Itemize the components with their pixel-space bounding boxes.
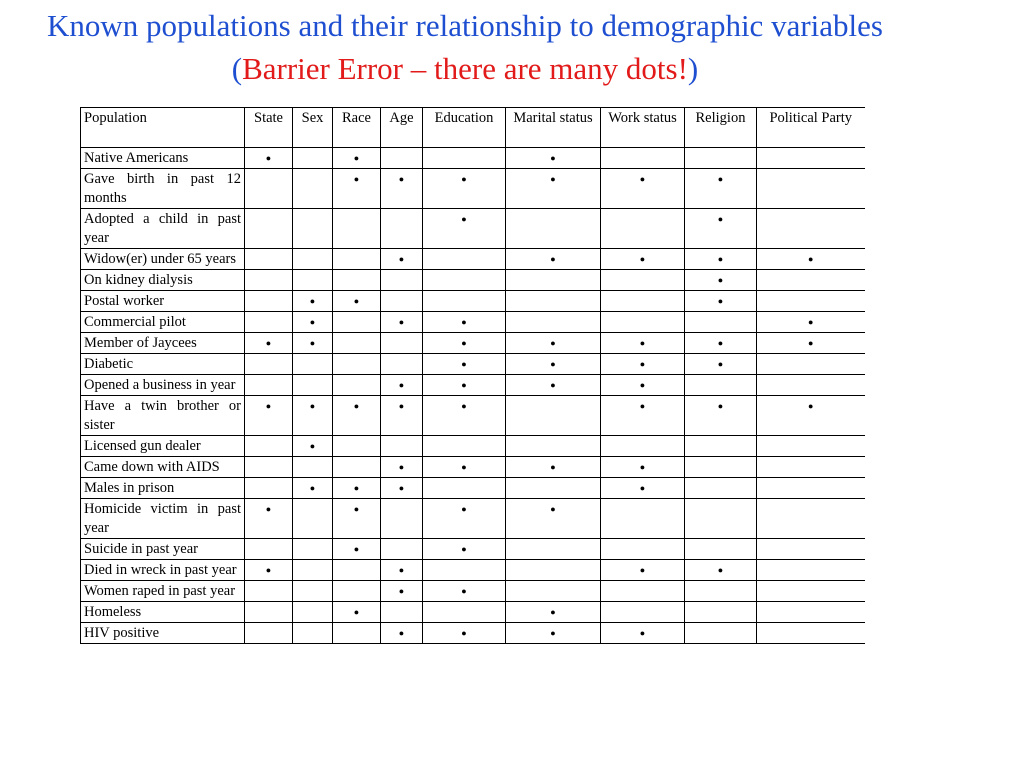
empty-cell: [757, 209, 865, 249]
column-header-work-status: Work status: [601, 108, 685, 148]
table-row: [81, 169, 865, 209]
column-header-marital-status: Marital status: [506, 108, 601, 148]
empty-cell: [245, 312, 293, 333]
dot-mark-icon: ●: [423, 581, 506, 602]
empty-cell: [601, 291, 685, 312]
dot-mark-icon: ●: [423, 457, 506, 478]
empty-cell: [245, 436, 293, 457]
dot-mark-icon: ●: [333, 478, 381, 499]
table-row: [81, 249, 865, 270]
dot-mark-icon: ●: [381, 396, 423, 436]
population-cell: HIV positive: [81, 623, 245, 644]
empty-cell: [293, 375, 333, 396]
dot-mark-icon: ●: [601, 375, 685, 396]
dot-mark-icon: ●: [757, 396, 865, 436]
empty-cell: [245, 602, 293, 623]
table-row: [81, 457, 865, 478]
title-note: Barrier Error – there are many dots!: [242, 51, 688, 86]
empty-cell: [506, 581, 601, 602]
empty-cell: [381, 291, 423, 312]
empty-cell: [685, 375, 757, 396]
column-header-sex: Sex: [293, 108, 333, 148]
dot-mark-icon: ●: [601, 396, 685, 436]
empty-cell: [381, 436, 423, 457]
dot-mark-icon: ●: [757, 312, 865, 333]
dot-mark-icon: ●: [381, 169, 423, 209]
dot-mark-icon: ●: [381, 560, 423, 581]
column-header-political-party: Political Party: [757, 108, 865, 148]
empty-cell: [245, 270, 293, 291]
empty-cell: [293, 623, 333, 644]
table-row: [81, 148, 865, 169]
empty-cell: [293, 169, 333, 209]
column-header-state: State: [245, 108, 293, 148]
population-cell: Gave birth in past 12 months: [81, 169, 245, 209]
empty-cell: [757, 270, 865, 291]
dot-mark-icon: ●: [685, 560, 757, 581]
dot-mark-icon: ●: [685, 333, 757, 354]
population-cell: Males in prison: [81, 478, 245, 499]
dot-mark-icon: ●: [381, 312, 423, 333]
dot-mark-icon: ●: [506, 249, 601, 270]
empty-cell: [423, 148, 506, 169]
population-cell: Suicide in past year: [81, 539, 245, 560]
population-cell: Homeless: [81, 602, 245, 623]
empty-cell: [245, 354, 293, 375]
empty-cell: [685, 623, 757, 644]
empty-cell: [423, 270, 506, 291]
dot-mark-icon: ●: [293, 396, 333, 436]
dot-mark-icon: ●: [423, 169, 506, 209]
empty-cell: [685, 148, 757, 169]
dot-mark-icon: ●: [601, 333, 685, 354]
empty-cell: [381, 148, 423, 169]
dot-mark-icon: ●: [245, 148, 293, 169]
empty-cell: [423, 436, 506, 457]
population-cell: Native Americans: [81, 148, 245, 169]
table-header-row: [81, 108, 865, 148]
dot-mark-icon: ●: [685, 209, 757, 249]
dot-mark-icon: ●: [245, 560, 293, 581]
dot-mark-icon: ●: [381, 249, 423, 270]
empty-cell: [423, 602, 506, 623]
table-row: [81, 354, 865, 375]
dot-mark-icon: ●: [293, 478, 333, 499]
dot-mark-icon: ●: [685, 249, 757, 270]
empty-cell: [293, 499, 333, 539]
table-row: [81, 375, 865, 396]
dot-mark-icon: ●: [601, 169, 685, 209]
empty-cell: [293, 539, 333, 560]
empty-cell: [506, 396, 601, 436]
empty-cell: [245, 249, 293, 270]
dot-mark-icon: ●: [685, 396, 757, 436]
table-row: [81, 478, 865, 499]
table-row: [81, 623, 865, 644]
population-cell: Commercial pilot: [81, 312, 245, 333]
dot-mark-icon: ●: [333, 499, 381, 539]
population-cell: Diabetic: [81, 354, 245, 375]
dot-mark-icon: ●: [506, 169, 601, 209]
dot-mark-icon: ●: [245, 333, 293, 354]
empty-cell: [601, 602, 685, 623]
dot-mark-icon: ●: [381, 581, 423, 602]
empty-cell: [601, 499, 685, 539]
dot-mark-icon: ●: [601, 478, 685, 499]
dot-mark-icon: ●: [333, 148, 381, 169]
empty-cell: [506, 560, 601, 581]
empty-cell: [506, 270, 601, 291]
empty-cell: [333, 209, 381, 249]
dot-mark-icon: ●: [381, 623, 423, 644]
empty-cell: [757, 499, 865, 539]
empty-cell: [757, 375, 865, 396]
empty-cell: [333, 436, 381, 457]
dot-mark-icon: ●: [601, 560, 685, 581]
empty-cell: [757, 457, 865, 478]
dot-mark-icon: ●: [757, 333, 865, 354]
empty-cell: [506, 291, 601, 312]
column-header-education: Education: [423, 108, 506, 148]
empty-cell: [381, 602, 423, 623]
dot-mark-icon: ●: [423, 209, 506, 249]
dot-mark-icon: ●: [293, 291, 333, 312]
table-row: [81, 291, 865, 312]
empty-cell: [293, 560, 333, 581]
empty-cell: [245, 623, 293, 644]
dot-mark-icon: ●: [423, 333, 506, 354]
empty-cell: [381, 270, 423, 291]
empty-cell: [333, 312, 381, 333]
table-row: [81, 581, 865, 602]
population-cell: Postal worker: [81, 291, 245, 312]
empty-cell: [757, 623, 865, 644]
dot-mark-icon: ●: [423, 354, 506, 375]
empty-cell: [757, 478, 865, 499]
dot-mark-icon: ●: [685, 169, 757, 209]
population-cell: Women raped in past year: [81, 581, 245, 602]
empty-cell: [245, 169, 293, 209]
population-cell: Adopted a child in past year: [81, 209, 245, 249]
dot-mark-icon: ●: [423, 499, 506, 539]
empty-cell: [601, 581, 685, 602]
table-row: [81, 333, 865, 354]
empty-cell: [293, 602, 333, 623]
dot-mark-icon: ●: [506, 148, 601, 169]
empty-cell: [333, 333, 381, 354]
empty-cell: [333, 354, 381, 375]
dot-mark-icon: ●: [333, 602, 381, 623]
population-cell: Died in wreck in past year: [81, 560, 245, 581]
dot-mark-icon: ●: [423, 312, 506, 333]
empty-cell: [601, 209, 685, 249]
dot-mark-icon: ●: [601, 623, 685, 644]
dot-mark-icon: ●: [333, 396, 381, 436]
empty-cell: [245, 375, 293, 396]
table-row: [81, 436, 865, 457]
population-cell: Widow(er) under 65 years: [81, 249, 245, 270]
empty-cell: [685, 499, 757, 539]
empty-cell: [381, 499, 423, 539]
empty-cell: [333, 270, 381, 291]
empty-cell: [757, 560, 865, 581]
empty-cell: [293, 354, 333, 375]
empty-cell: [506, 478, 601, 499]
column-header-age: Age: [381, 108, 423, 148]
empty-cell: [685, 436, 757, 457]
dot-mark-icon: ●: [685, 291, 757, 312]
column-header-population: Population: [81, 108, 245, 148]
population-cell: Have a twin brother or sister: [81, 396, 245, 436]
dot-mark-icon: ●: [381, 375, 423, 396]
empty-cell: [423, 478, 506, 499]
empty-cell: [245, 581, 293, 602]
empty-cell: [293, 457, 333, 478]
empty-cell: [685, 539, 757, 560]
empty-cell: [333, 623, 381, 644]
dot-mark-icon: ●: [293, 436, 333, 457]
dot-mark-icon: ●: [293, 333, 333, 354]
empty-cell: [333, 249, 381, 270]
population-cell: On kidney dialysis: [81, 270, 245, 291]
empty-cell: [293, 209, 333, 249]
table-body: [81, 148, 865, 644]
dot-mark-icon: ●: [506, 333, 601, 354]
empty-cell: [685, 602, 757, 623]
table-row: [81, 539, 865, 560]
empty-cell: [381, 354, 423, 375]
empty-cell: [685, 478, 757, 499]
empty-cell: [293, 270, 333, 291]
empty-cell: [685, 312, 757, 333]
empty-cell: [333, 581, 381, 602]
table-row: [81, 396, 865, 436]
empty-cell: [245, 478, 293, 499]
dot-mark-icon: ●: [381, 457, 423, 478]
empty-cell: [423, 249, 506, 270]
empty-cell: [423, 560, 506, 581]
dot-mark-icon: ●: [423, 539, 506, 560]
dot-mark-icon: ●: [685, 270, 757, 291]
dot-mark-icon: ●: [601, 354, 685, 375]
empty-cell: [333, 375, 381, 396]
dot-mark-icon: ●: [333, 291, 381, 312]
dot-mark-icon: ●: [333, 169, 381, 209]
dot-mark-icon: ●: [423, 396, 506, 436]
dot-mark-icon: ●: [381, 478, 423, 499]
dot-mark-icon: ●: [506, 499, 601, 539]
empty-cell: [245, 539, 293, 560]
dot-mark-icon: ●: [506, 602, 601, 623]
empty-cell: [293, 148, 333, 169]
empty-cell: [757, 169, 865, 209]
table-container: [80, 107, 865, 644]
empty-cell: [757, 291, 865, 312]
population-cell: Came down with AIDS: [81, 457, 245, 478]
empty-cell: [506, 209, 601, 249]
empty-cell: [685, 457, 757, 478]
empty-cell: [757, 436, 865, 457]
empty-cell: [333, 560, 381, 581]
population-cell: Homicide victim in past year: [81, 499, 245, 539]
dot-mark-icon: ●: [245, 499, 293, 539]
empty-cell: [245, 291, 293, 312]
empty-cell: [381, 209, 423, 249]
table-row: [81, 312, 865, 333]
empty-cell: [601, 148, 685, 169]
dot-mark-icon: ●: [601, 457, 685, 478]
slide-title: [40, 4, 890, 90]
dot-mark-icon: ●: [423, 623, 506, 644]
dot-mark-icon: ●: [423, 375, 506, 396]
empty-cell: [245, 457, 293, 478]
table-row: [81, 602, 865, 623]
empty-cell: [757, 602, 865, 623]
empty-cell: [293, 581, 333, 602]
empty-cell: [333, 457, 381, 478]
table-row: [81, 499, 865, 539]
dot-mark-icon: ●: [245, 396, 293, 436]
dot-mark-icon: ●: [506, 623, 601, 644]
empty-cell: [601, 312, 685, 333]
table-row: [81, 209, 865, 249]
empty-cell: [601, 436, 685, 457]
title-open-paren: (: [231, 51, 243, 86]
dot-mark-icon: ●: [506, 375, 601, 396]
empty-cell: [601, 270, 685, 291]
empty-cell: [757, 539, 865, 560]
dot-mark-icon: ●: [757, 249, 865, 270]
dot-mark-icon: ●: [685, 354, 757, 375]
population-cell: Licensed gun dealer: [81, 436, 245, 457]
title-main: Known populations and their relationship to demographic variables: [47, 8, 883, 43]
population-cell: Opened a business in year: [81, 375, 245, 396]
empty-cell: [685, 581, 757, 602]
empty-cell: [506, 436, 601, 457]
column-header-religion: Religion: [685, 108, 757, 148]
dot-mark-icon: ●: [333, 539, 381, 560]
empty-cell: [381, 539, 423, 560]
empty-cell: [293, 249, 333, 270]
dot-mark-icon: ●: [506, 354, 601, 375]
table-row: [81, 560, 865, 581]
empty-cell: [506, 539, 601, 560]
dot-mark-icon: ●: [601, 249, 685, 270]
empty-cell: [757, 354, 865, 375]
empty-cell: [757, 148, 865, 169]
empty-cell: [757, 581, 865, 602]
empty-cell: [423, 291, 506, 312]
dot-mark-icon: ●: [506, 457, 601, 478]
column-header-race: Race: [333, 108, 381, 148]
title-close-paren: ): [687, 51, 699, 86]
empty-cell: [245, 209, 293, 249]
population-cell: Member of Jaycees: [81, 333, 245, 354]
empty-cell: [381, 333, 423, 354]
population-variables-table: [80, 107, 865, 644]
table-row: [81, 270, 865, 291]
dot-mark-icon: ●: [293, 312, 333, 333]
empty-cell: [601, 539, 685, 560]
empty-cell: [506, 312, 601, 333]
